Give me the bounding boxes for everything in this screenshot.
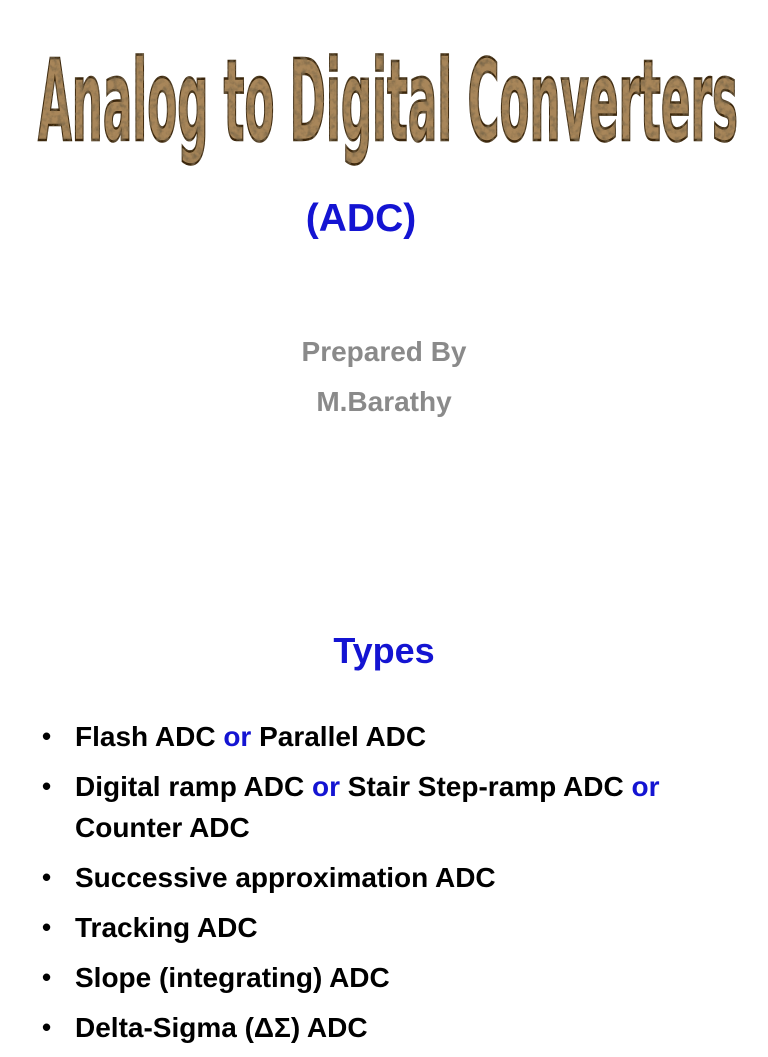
subtitle: (ADC) <box>305 197 417 240</box>
type-item-text: Slope (integrating) ADC <box>75 962 390 993</box>
type-item-text: Counter ADC <box>75 812 250 843</box>
type-item-text: Digital ramp ADC <box>75 771 312 802</box>
title-wordart <box>30 37 746 167</box>
types-slide <box>0 600 768 1043</box>
type-item <box>40 766 730 848</box>
prepared-by-label: Prepared By <box>301 336 467 367</box>
type-item <box>40 1007 730 1048</box>
type-item-text: Stair Step-ramp ADC <box>340 771 632 802</box>
type-item <box>40 716 730 757</box>
type-item-text: Tracking ADC <box>75 912 258 943</box>
type-item-text: Flash ADC <box>75 721 224 752</box>
or-connector: or <box>223 721 252 752</box>
type-item-text: Successive approximation ADC <box>75 862 496 893</box>
types-list <box>40 716 730 1057</box>
type-item-text: Parallel ADC <box>251 721 427 752</box>
title-text: Analog to Digital Converters <box>38 37 738 167</box>
title-wordart-graphic <box>30 37 746 167</box>
type-item <box>40 857 730 898</box>
type-item <box>40 957 730 998</box>
author-name: M.Barathy <box>316 386 452 417</box>
type-item-text: Delta-Sigma (ΔΣ) ADC <box>75 1012 368 1043</box>
types-heading: Types <box>333 630 435 671</box>
or-connector: or <box>312 771 340 802</box>
type-item <box>40 907 730 948</box>
or-connector: or <box>631 771 660 802</box>
